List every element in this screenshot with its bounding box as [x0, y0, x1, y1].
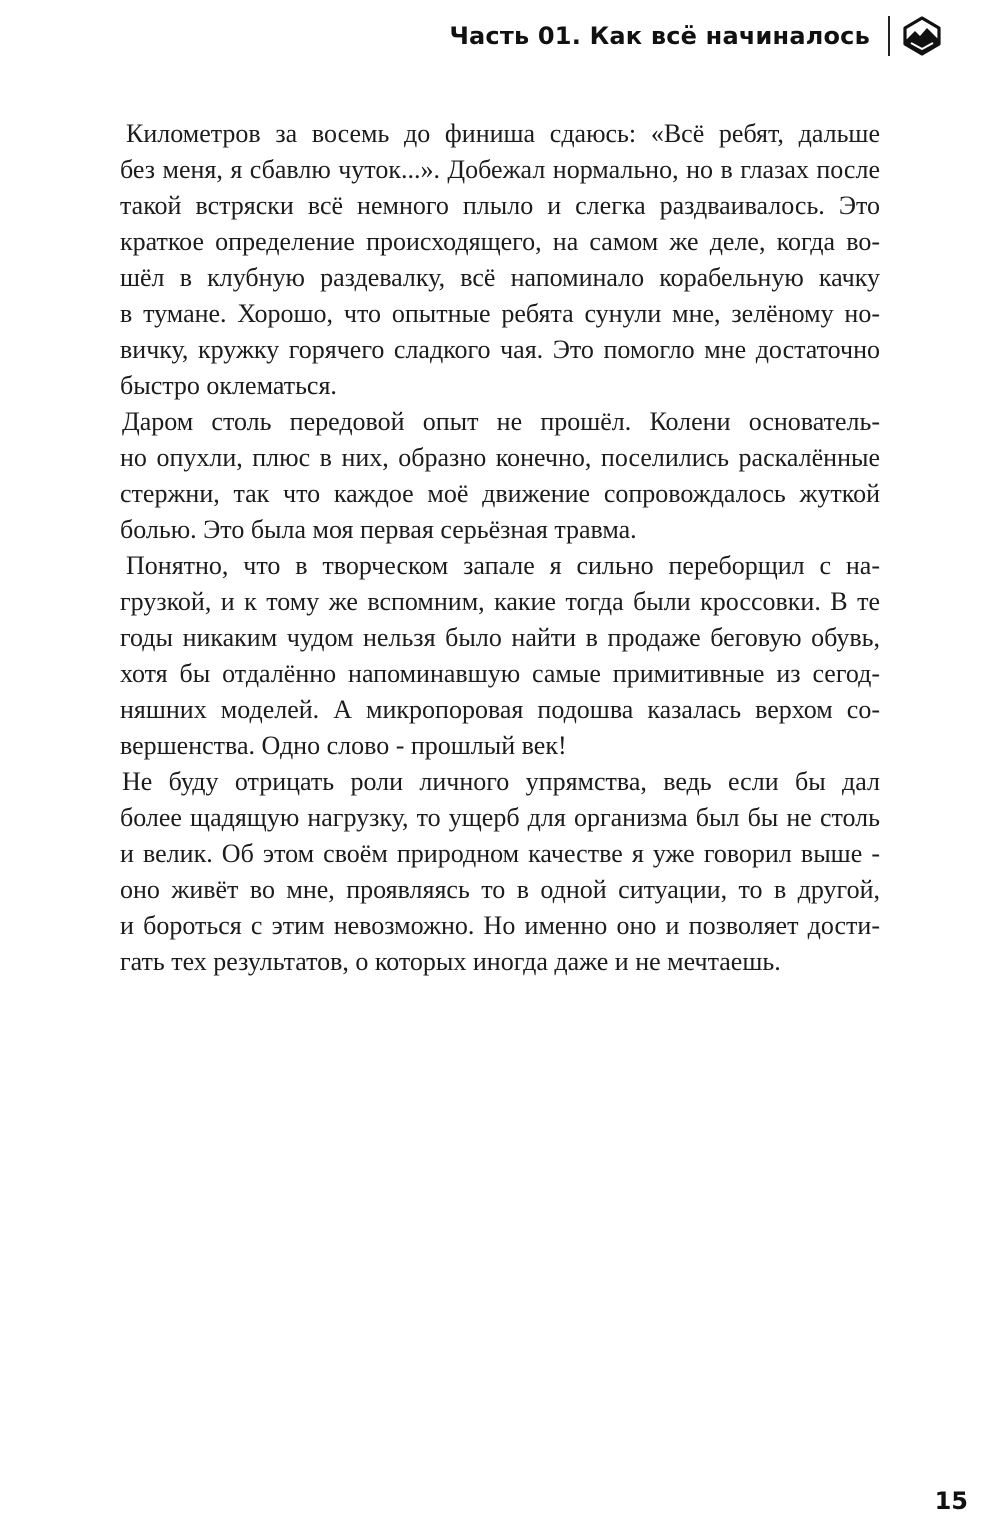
text-line: Даром столь передовой опыт не прошёл. Колени основатель-: [122, 407, 880, 436]
text-line: быстро оклематься.: [120, 371, 337, 400]
text-line: Километров за восемь до финиша сдаюсь: «Всё ребят, дальше: [126, 119, 880, 148]
text-line: краткое определение происходящего, на самом же деле, когда во-: [120, 227, 880, 256]
page-number: 15: [934, 1487, 968, 1515]
text-line: и бороться с этим невозможно. Но именно оно и позволяет дости-: [120, 911, 880, 940]
text-line: шёл в клубную раздевалку, всё напоминало корабельную качку: [120, 263, 880, 292]
body-text: [120, 116, 880, 980]
text-line: и велик. Об этом своём природном качестве я уже говорил выше -: [120, 839, 880, 868]
text-line: оно живёт во мне, проявляясь то в одной ситуации, то в другой,: [120, 875, 880, 904]
header-divider: [888, 16, 890, 56]
text-line: Не буду отрицать роли личного упрямства, ведь если бы дал: [122, 767, 880, 796]
text-line: годы никаким чудом нельзя было найти в продаже беговую обувь,: [120, 623, 880, 652]
text-line: стержни, так что каждое моё движение сопровождалось жуткой: [120, 479, 880, 508]
text-line: вершенства. Одно слово - прошлый век!: [120, 731, 567, 760]
text-line: в тумане. Хорошо, что опытные ребята сунули мне, зелёному но-: [120, 299, 880, 328]
text-line: грузкой, и к тому же вспомним, какие тогда были кроссовки. В те: [120, 587, 880, 616]
mountain-logo-icon: [902, 16, 942, 56]
text-line: няшних моделей. А микропоровая подошва казалась верхом со-: [120, 695, 880, 724]
text-line: хотя бы отдалённо напоминавшую самые примитивные из сегод-: [120, 659, 880, 688]
text-line: более щадящую нагрузку, то ущерб для организма был бы не столь: [120, 803, 880, 832]
text-line: но опухли, плюс в них, образно конечно, поселились раскалённые: [120, 443, 880, 472]
chapter-title: Часть 01. Как всё начиналось: [449, 22, 870, 50]
text-line: вичку, кружку горячего сладкого чая. Это помогло мне достаточно: [120, 335, 880, 364]
text-line: такой встряски всё немного плыло и слегка раздваивалось. Это: [120, 191, 880, 220]
text-line: без меня, я сбавлю чуток...». Добежал нормально, но в глазах после: [120, 155, 880, 184]
text-line: гать тех результатов, о которых иногда даже и не мечтаешь.: [120, 947, 781, 976]
running-head: [449, 14, 942, 58]
text-line: болью. Это была моя первая серьёзная травма.: [120, 515, 637, 544]
text-line: Понятно, что в творческом запале я сильно переборщил с на-: [126, 551, 880, 580]
